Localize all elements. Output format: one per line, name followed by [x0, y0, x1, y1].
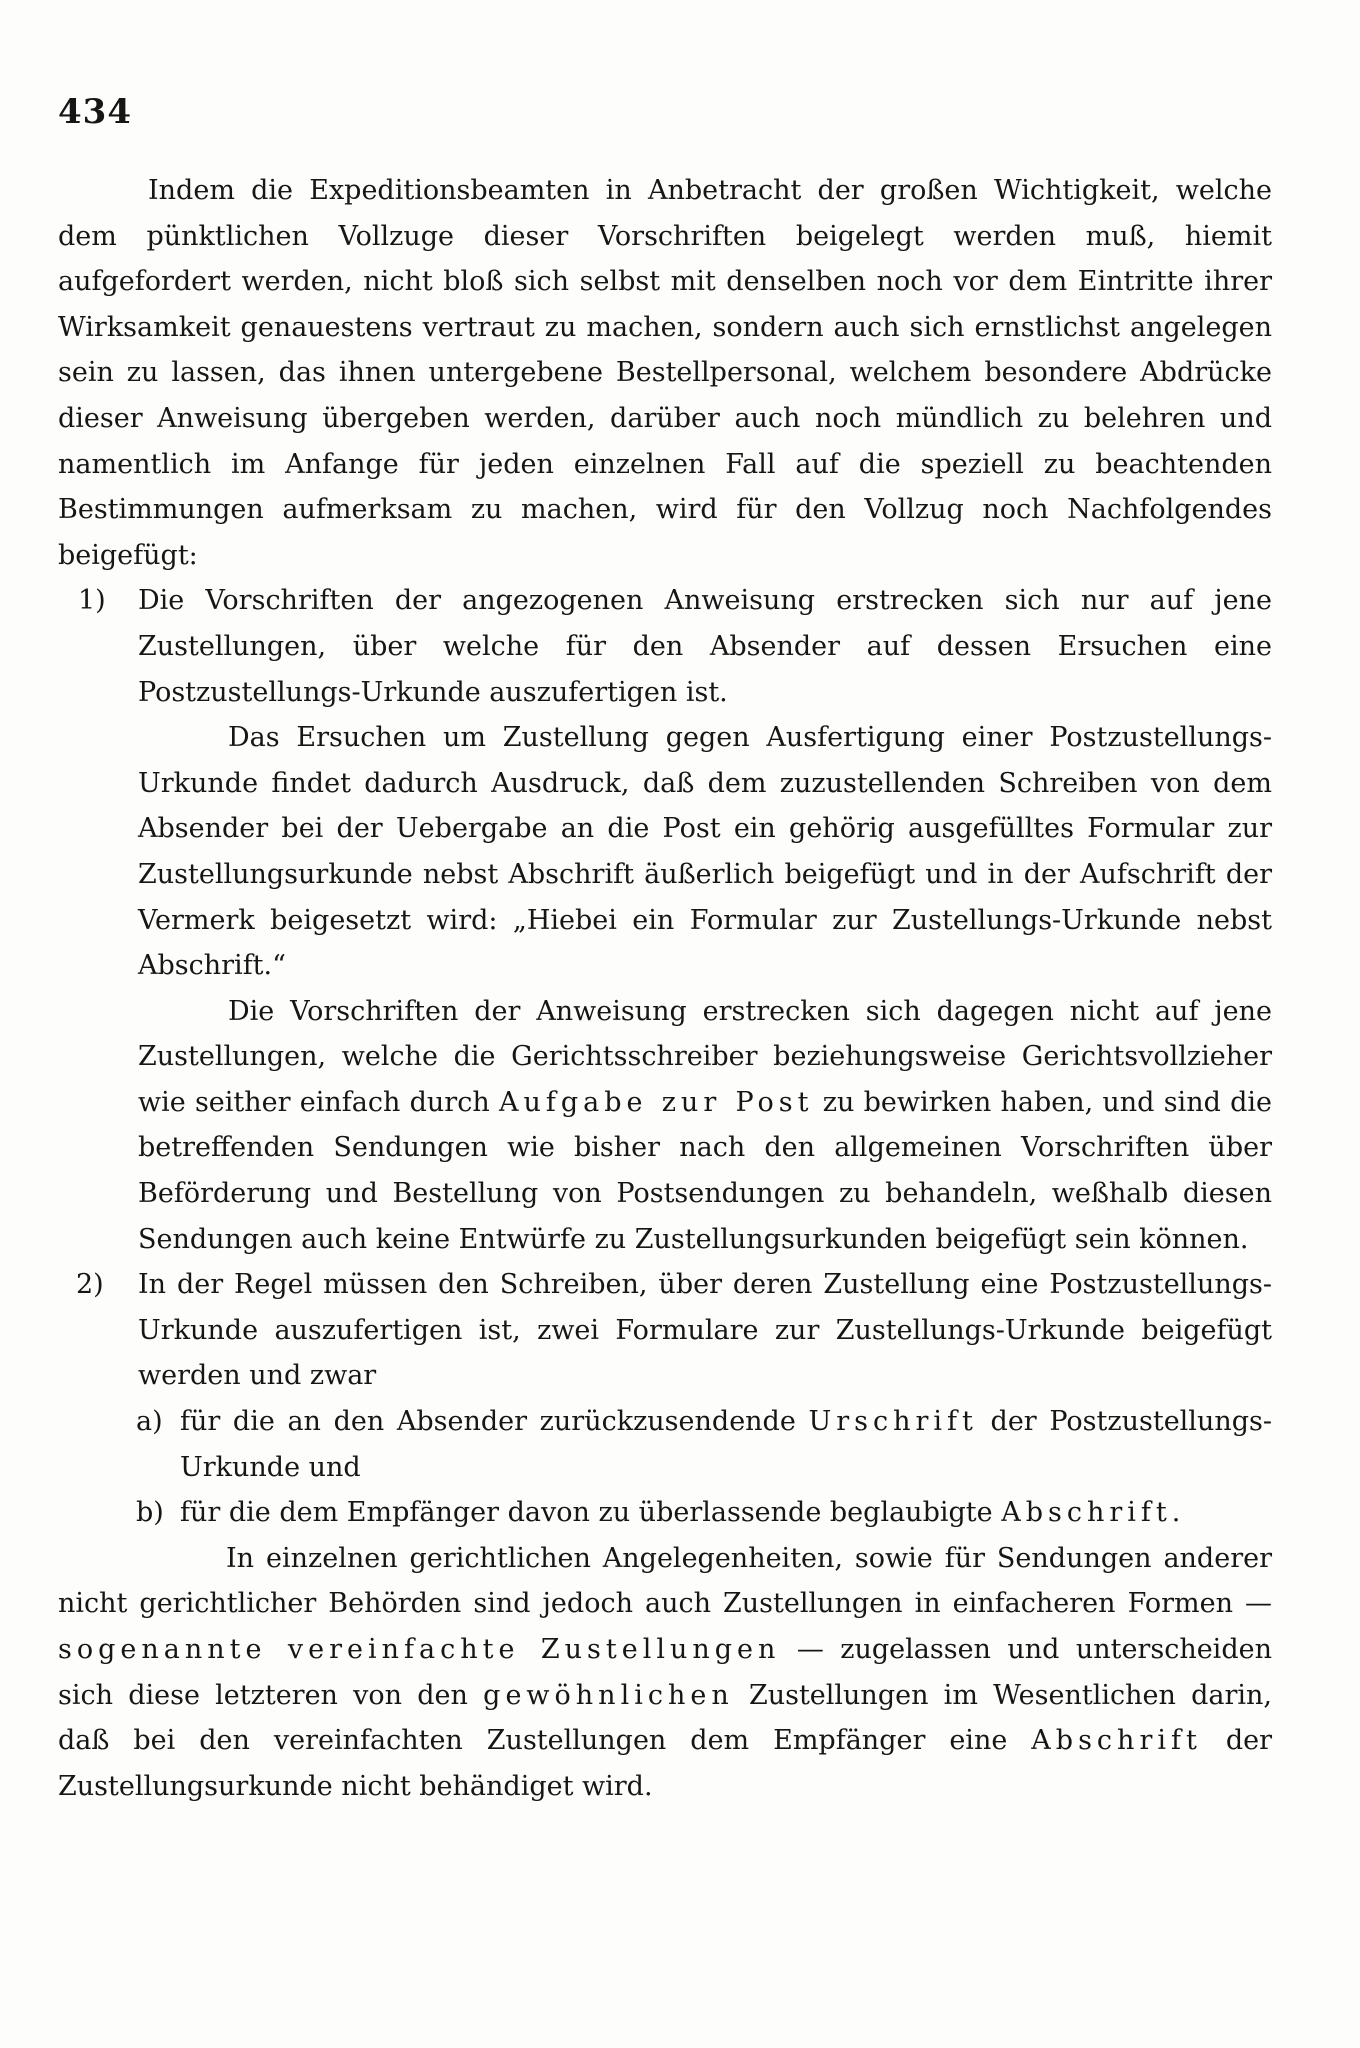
sub-marker-a: a): [136, 1406, 163, 1438]
spaced-emphasis: sogenannte vereinfachte Zustellungen: [58, 1634, 781, 1665]
sub-item-a-end: der Postzustellungs-Urkunde und: [180, 1406, 1272, 1483]
spaced-emphasis: Urschrift: [808, 1406, 978, 1438]
list-item-2-text: In der Regel müssen den Schreiben, über deren Zustellung eine Postzustellungs-Urkunde auszufertigen ist, zwei Formulare zur Zustellungs-Urkunde beigefügt werden und zwar: [138, 1269, 1272, 1392]
item-1-paragraph-1: Das Ersuchen um Zustellung gegen Ausfertigung einer Postzustellungs-Urkunde findet dadurch Ausdruck, daß dem zuzustellenden Schreiben von dem Absender bei der Uebergabe an die Post ein gehörig ausgefülltes Formular zur Zustellungsurkunde nebst Abschrift äußerlich beigefügt und in der Aufschrift der Vermerk beigesetzt wird: „Hiebei ein Formular zur Zustellungs-Urkunde nebst Abschrift.“: [138, 722, 1272, 982]
page-number: 434: [58, 92, 132, 132]
spaced-emphasis: gewöhnlichen: [483, 1679, 734, 1711]
sub-marker-b: b): [136, 1497, 164, 1529]
sub-item-a: [58, 1399, 1272, 1490]
intro-paragraph: Indem die Expeditionsbeamten in Anbetracht der großen Wichtigkeit, welche dem pünktlichen Vollzuge dieser Vorschriften beigelegt werden muß, hiemit aufgefordert werden, nicht bloß sich selbst mit denselben noch vor dem Eintritte ihrer Wirksamkeit genauestens vertraut zu machen, sondern auch sich ernstlichst angelegen sein zu lassen, das ihnen untergebene Bestellpersonal, welchem besondere Abdrücke dieser Anweisung übergeben werden, darüber auch noch mündlich zu belehren und namentlich im Anfange für jeden einzelnen Fall auf die speziell zu beachtenden Bestimmungen aufmerksam zu machen, wird für den Vollzug noch Nachfolgendes beigefügt:: [58, 175, 1272, 571]
body-text: [58, 168, 1272, 1809]
list-marker-1: 1): [78, 585, 106, 617]
sub-item-a-start: für die an den Absender zurückzusendende: [180, 1406, 796, 1438]
sub-item-b-start: für die dem Empfänger davon zu überlassende beglaubigte: [180, 1497, 993, 1529]
item-1-paragraph-2-start: Die Vorschriften der Anweisung erstrecken sich dagegen nicht auf jene Zustellungen, welche die Gerichtsschreiber beziehungsweise Gerichtsvollzieher wie seither einfach durch: [138, 995, 1272, 1118]
list-item-2: [58, 1262, 1272, 1399]
list-item-1: [58, 578, 1272, 715]
list-item-1-text: Die Vorschriften der angezogenen Anweisung erstrecken sich nur auf jene Zustellungen, über welche für den Absender auf dessen Ersuchen eine Postzustellungs-Urkunde auszufertigen ist.: [138, 585, 1272, 708]
item-1-paragraph-2: [58, 989, 1272, 1263]
spaced-emphasis: Aufgabe zur Post: [498, 1086, 814, 1118]
closing-part-3: — zugelassen und unterscheiden sich diese letzteren von den: [58, 1634, 1272, 1711]
sub-item-b-end: .: [1171, 1497, 1181, 1529]
sub-item-b: [58, 1490, 1272, 1536]
closing-paragraph: [58, 1536, 1272, 1810]
closing-part-5: Zustellungen im Wesentlichen darin, daß bei den vereinfachten Zustellungen dem Empfänger eine: [58, 1679, 1272, 1757]
closing-part-7: der Zustellungsurkunde nicht behändiget wird.: [58, 1725, 1272, 1802]
spaced-emphasis: Abschrift: [1031, 1725, 1202, 1757]
item-1-paragraph-2-end: zu bewirken haben, und sind die betreffenden Sendungen wie bisher nach den allgemeinen Vorschriften über Beförderung und Bestellung von Postsendungen zu behandeln, weßhalb diesen Sendungen auch keine Entwürfe zu Zustellungsurkunden beigefügt sein können.: [138, 1086, 1272, 1255]
spaced-emphasis: Abschrift: [1001, 1497, 1172, 1529]
closing-part-1: In einzelnen gerichtlichen Angelegenheiten, sowie für Sendungen anderer nicht gerichtlicher Behörden sind jedoch auch Zustellungen in einfacheren Formen —: [58, 1542, 1272, 1620]
list-marker-2: 2): [76, 1269, 104, 1301]
